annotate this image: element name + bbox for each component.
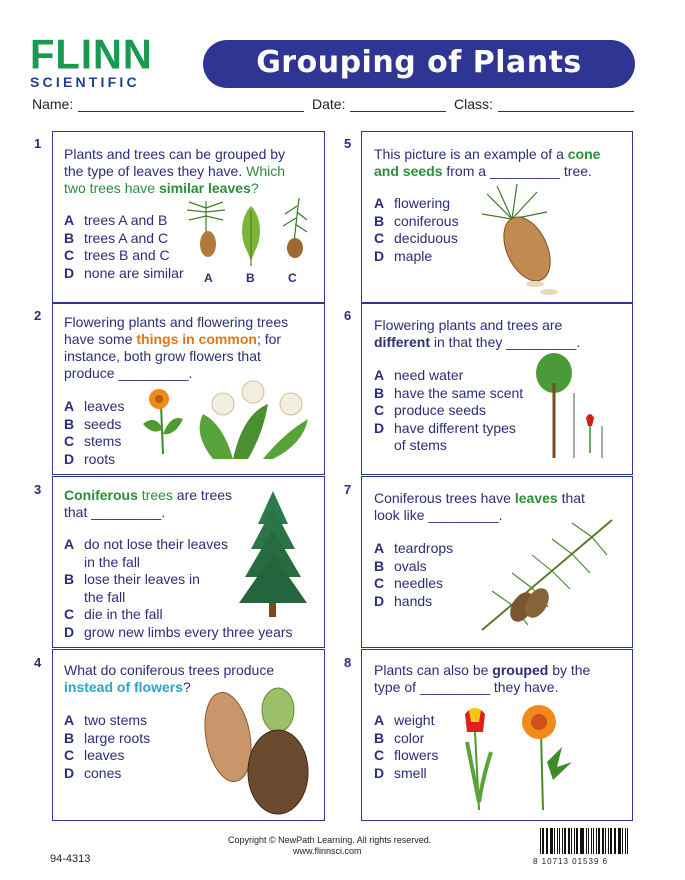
answer-option[interactable]: D hands: [374, 592, 433, 609]
answer-option[interactable]: D have different types: [374, 419, 516, 436]
question-card-6: [361, 303, 633, 475]
answer-options: [64, 212, 184, 282]
barcode-bar: [602, 828, 604, 854]
answer-options: [374, 540, 453, 610]
barcode-bar: [591, 828, 593, 854]
question-card-2: [52, 303, 325, 475]
question-number: 6: [344, 308, 352, 323]
answer-options: [374, 367, 523, 455]
date-field[interactable]: [350, 111, 446, 112]
answer-option[interactable]: B seeds: [64, 415, 122, 432]
question-card-7: [361, 476, 633, 648]
answer-option[interactable]: C die in the fall: [64, 606, 163, 622]
question-text: Plants can also be grouped by the type of _________ they have.: [374, 662, 591, 695]
question-card-4: [52, 649, 325, 821]
barcode-bar: [598, 828, 601, 854]
tree-label: B: [246, 271, 255, 285]
question-number: 3: [34, 482, 42, 497]
answer-option[interactable]: C produce seeds: [374, 402, 486, 418]
answer-option[interactable]: A need water: [374, 367, 464, 383]
question-text: Coniferous trees have leaves that look like _________.: [374, 490, 585, 523]
barcode-bar: [588, 828, 589, 854]
answer-option[interactable]: B color: [374, 729, 425, 746]
question-text: This picture is an example of a cone and seeds from a _________ tree.: [374, 146, 601, 179]
barcode-bar: [550, 828, 553, 854]
answer-option[interactable]: C deciduous: [374, 230, 458, 246]
product-code: 94-4313: [50, 853, 91, 865]
barcode-bar: [571, 828, 572, 854]
question-number: 2: [34, 308, 42, 323]
copyright: Copyright © NewPath Learning. All rights reserved.: [228, 835, 432, 845]
barcode-bar: [608, 828, 609, 854]
pine-branch-illustration: [472, 515, 622, 635]
answer-option: the fall: [84, 588, 126, 605]
barcode-bar: [593, 828, 594, 854]
class-label: Class:: [454, 96, 493, 112]
answer-options: [374, 712, 438, 782]
barcode-bar: [581, 828, 584, 854]
question-text: What do coniferous trees produce instead of flowers?: [64, 662, 275, 695]
question-number: 7: [344, 482, 352, 497]
answer-option[interactable]: B have the same scent: [374, 384, 524, 401]
barcode-bar: [540, 828, 541, 854]
answer-option[interactable]: A teardrops: [374, 540, 454, 556]
answer-options: [64, 398, 124, 468]
question-card-5: [361, 131, 633, 303]
answer-option[interactable]: C leaves: [64, 747, 125, 763]
answer-option[interactable]: D cones: [64, 764, 122, 781]
answer-option[interactable]: D roots: [64, 450, 116, 467]
answer-option[interactable]: D none are similar: [64, 264, 184, 281]
question-number: 8: [344, 655, 352, 670]
answer-option[interactable]: B ovals: [374, 557, 427, 574]
barcode-bar: [614, 828, 615, 854]
name-label: Name:: [32, 96, 74, 112]
answer-option: of stems: [394, 437, 447, 453]
barcode-bar: [580, 828, 581, 854]
answer-option[interactable]: C trees B and C: [64, 247, 170, 263]
question-text: Flowering plants and trees are different in that they _________.: [374, 317, 581, 350]
barcode-bar: [576, 828, 578, 854]
flinn-logo: [30, 31, 153, 90]
answer-option[interactable]: B trees A and C: [64, 229, 169, 246]
barcode-bar: [562, 828, 563, 854]
question-text: Coniferous trees are trees that _________.: [64, 487, 233, 520]
answer-option[interactable]: A trees A and B: [64, 212, 168, 228]
question-number: 5: [344, 136, 352, 151]
evergreen-tree-illustration: [233, 489, 313, 619]
barcode-bar: [554, 828, 555, 854]
answer-option[interactable]: B large roots: [64, 729, 151, 746]
barcode-bar: [615, 828, 616, 854]
tree-and-flower-stems-illustration: [532, 348, 612, 463]
answer-option[interactable]: D maple: [374, 247, 433, 264]
answer-option[interactable]: D grow new limbs every three years: [64, 623, 293, 640]
barcode-bar: [564, 828, 566, 854]
answer-option[interactable]: C needles: [374, 575, 444, 591]
flowering-plants-illustration: [133, 374, 323, 464]
barcode-bar: [547, 828, 548, 854]
barcode-number: 8 10713 01539 6: [533, 857, 609, 866]
barcode-bar: [618, 828, 621, 854]
barcode-bar: [605, 828, 606, 854]
form-line: [32, 96, 642, 116]
barcode-bar: [559, 828, 560, 854]
answer-option: in the fall: [84, 553, 141, 570]
website-link[interactable]: www.flinnsci.com: [293, 846, 362, 856]
barcode-bar: [610, 828, 612, 854]
barcode-bar: [542, 828, 544, 854]
three-trees-leaves-illustration: [181, 196, 321, 276]
answer-option[interactable]: B lose their leaves in: [64, 571, 200, 587]
question-text: Flowering plants and flowering trees have some things in common; for instance, both grow flowers that produce _________.: [64, 314, 289, 381]
barcode-bar: [622, 828, 623, 854]
tree-label: A: [204, 271, 213, 285]
barcode-bar: [596, 828, 597, 854]
page-title: Grouping of Plants: [203, 40, 635, 88]
answer-option[interactable]: A two stems: [64, 712, 148, 728]
answer-option[interactable]: D smell: [374, 764, 427, 781]
answer-option[interactable]: A do not lose their leaves: [64, 536, 228, 552]
answer-option[interactable]: C stems: [64, 433, 122, 449]
barcode-bar: [574, 828, 575, 854]
barcode-bar: [586, 828, 587, 854]
barcode-bar: [557, 828, 559, 854]
barcode-bar: [625, 828, 627, 854]
logo-flinn: FLINN: [30, 31, 153, 79]
question-card-8: [361, 649, 633, 821]
question-text: Plants and trees can be grouped by the type of leaves they have. Which two trees have similar leaves?: [64, 146, 286, 196]
name-field[interactable]: [78, 111, 304, 112]
date-label: Date:: [312, 96, 346, 112]
tulip-and-marigold-illustration: [457, 702, 622, 817]
pine-cones-illustration: [188, 682, 323, 817]
barcode-bar: [546, 828, 547, 854]
answer-option[interactable]: A leaves: [64, 398, 125, 414]
question-number: 4: [34, 655, 42, 670]
tree-label: C: [288, 271, 297, 285]
answer-option[interactable]: A weight: [374, 712, 435, 728]
answer-options: [64, 712, 150, 782]
barcode-bar: [627, 828, 628, 854]
answer-option[interactable]: B coniferous: [374, 212, 459, 229]
question-card-1: [52, 131, 325, 303]
cone-and-seeds-illustration: [477, 184, 577, 299]
answer-options: [374, 195, 459, 265]
answer-option[interactable]: A flowering: [374, 195, 451, 211]
answer-option[interactable]: C flowers: [374, 747, 439, 763]
barcode: [540, 828, 630, 854]
question-number: 1: [34, 136, 42, 151]
barcode-bar: [568, 828, 571, 854]
logo-scientific: SCIENTIFIC: [30, 74, 140, 90]
question-card-3: [52, 476, 325, 648]
class-field[interactable]: [498, 111, 634, 112]
